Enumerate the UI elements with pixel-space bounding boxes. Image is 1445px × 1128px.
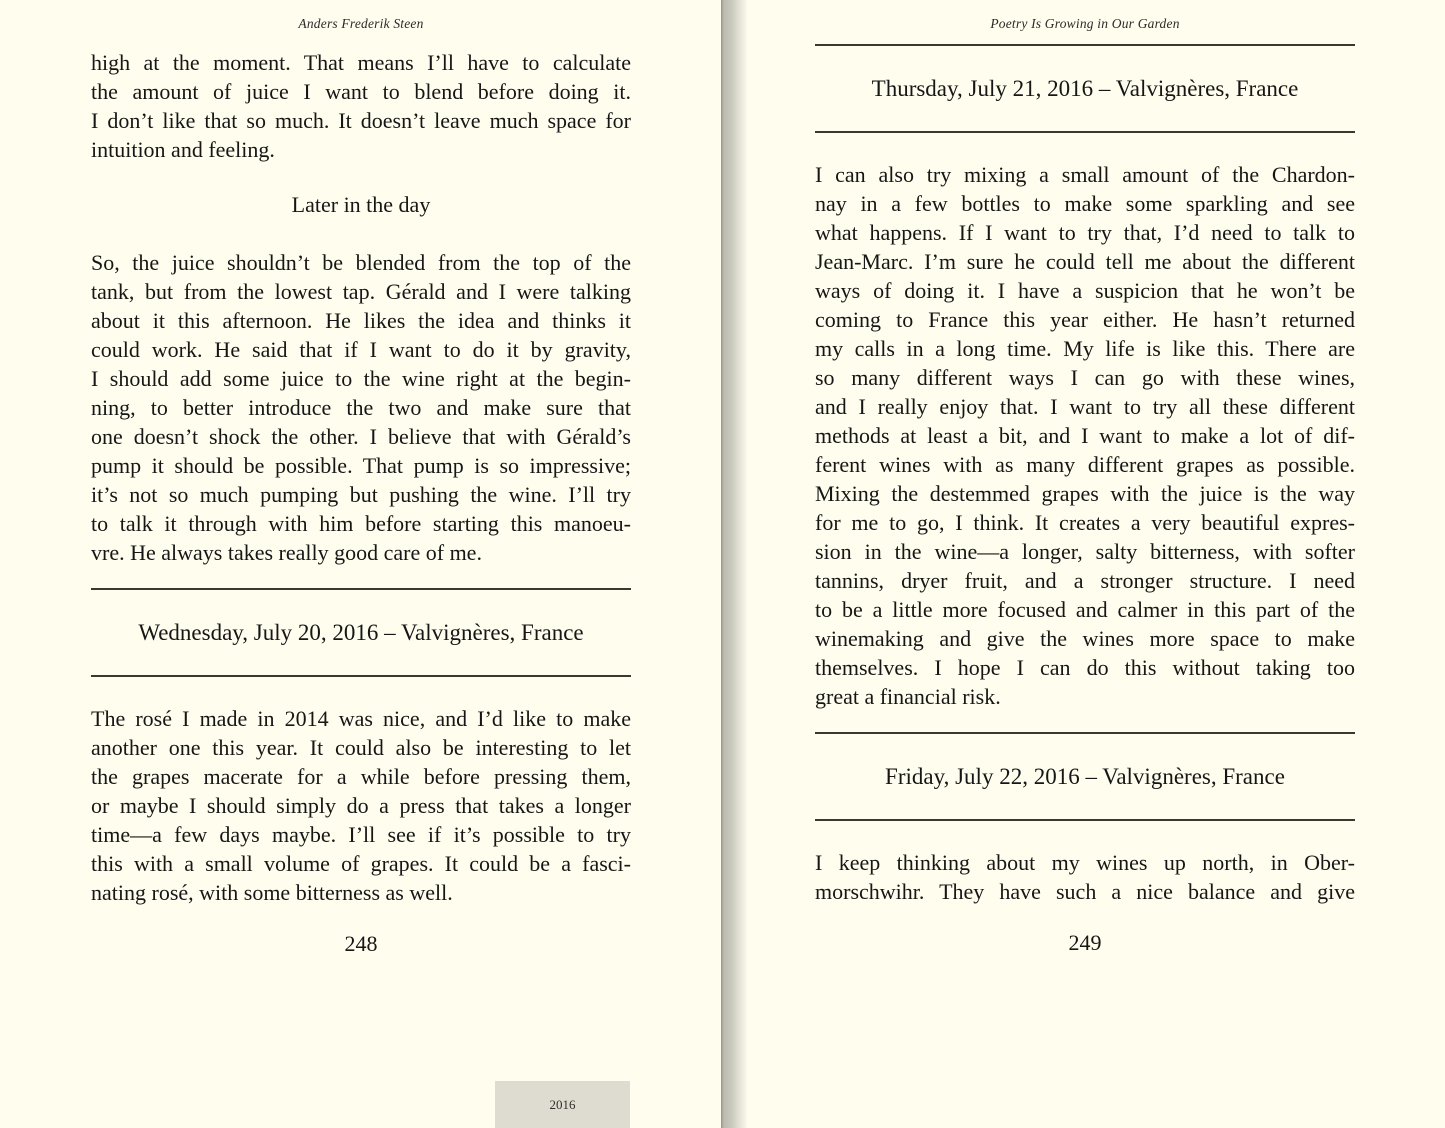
- paragraph-line: themselves. I hope I can do this without taking too: [815, 655, 1355, 680]
- date-heading-block: [815, 44, 1355, 133]
- body-paragraph: [91, 248, 631, 567]
- horizontal-rule: [815, 732, 1355, 734]
- paragraph-line: I don’t like that so much. It doesn’t leave much space for: [91, 108, 631, 133]
- paragraph-line: for me to go, I think. It creates a very beautiful expres-: [815, 510, 1355, 535]
- paragraph-line: what happens. If I want to try that, I’d need to talk to: [815, 220, 1355, 245]
- body-paragraph: [815, 160, 1355, 711]
- paragraph-line: time—a few days maybe. I’ll see if it’s possible to try: [91, 822, 631, 847]
- body-paragraph: [815, 848, 1355, 906]
- horizontal-rule: [815, 131, 1355, 133]
- paragraph-line: tannins, dryer fruit, and a stronger structure. I need: [815, 568, 1355, 593]
- body-paragraph: [91, 704, 631, 907]
- paragraph-line: my calls in a long time. My life is like this. There are: [815, 336, 1355, 361]
- paragraph-line: coming to France this year either. He hasn’t returned: [815, 307, 1355, 332]
- paragraph-line: the amount of juice I want to blend before doing it.: [91, 79, 631, 104]
- paragraph-line: one doesn’t shock the other. I believe that with Gérald’s: [91, 424, 631, 449]
- paragraph-line: sion in the wine—a longer, salty bitterness, with softer: [815, 539, 1355, 564]
- paragraph-line: could work. He said that if I want to do it by gravity,: [91, 337, 631, 362]
- date-heading-block: [91, 588, 631, 677]
- year-tab-label: 2016: [549, 1096, 576, 1112]
- paragraph-line: I can also try mixing a small amount of the Chardon-: [815, 162, 1355, 187]
- paragraph-line: ways of doing it. I have a suspicion that he won’t be: [815, 278, 1355, 303]
- horizontal-rule: [815, 44, 1355, 46]
- paragraph-line: this with a small volume of grapes. It could be a fasci-: [91, 851, 631, 876]
- horizontal-rule: [815, 819, 1355, 821]
- right-page-column: [815, 0, 1355, 957]
- year-tab: [495, 1081, 630, 1128]
- date-heading: Thursday, July 21, 2016 – Valvignères, France: [871, 76, 1299, 101]
- paragraph-line: nating rosé, with some bitterness as well.: [91, 880, 453, 905]
- paragraph-line: ferent wines with as many different grapes as possible.: [815, 452, 1355, 477]
- paragraph-line: and I really enjoy that. I want to try all these different: [815, 394, 1355, 419]
- date-heading: Wednesday, July 20, 2016 – Valvignères, France: [138, 620, 584, 645]
- section-subheading: Later in the day: [291, 192, 431, 217]
- paragraph-line: to talk it through with him before starting this manoeu-: [91, 511, 631, 536]
- paragraph-line: or maybe I should simply do a press that takes a longer: [91, 793, 631, 818]
- paragraph-line: about it this afternoon. He likes the idea and thinks it: [91, 308, 631, 333]
- left-page-column: [91, 0, 631, 958]
- paragraph-line: I keep thinking about my wines up north, in Ober-: [815, 850, 1355, 875]
- horizontal-rule: [91, 588, 631, 590]
- body-paragraph: [91, 48, 631, 164]
- left-page-content: [91, 32, 631, 907]
- paragraph-line: morschwihr. They have such a nice balance and give: [815, 879, 1355, 904]
- right-page: [723, 0, 1445, 1128]
- paragraph-line: another one this year. It could also be interesting to let: [91, 735, 631, 760]
- paragraph-line: tank, but from the lowest tap. Gérald and I were talking: [91, 279, 631, 304]
- paragraph-line: nay in a few bottles to make some sparkling and see: [815, 191, 1355, 216]
- running-head-author: Anders Frederik Steen: [298, 16, 424, 31]
- paragraph-line: methods at least a bit, and I want to make a lot of dif-: [815, 423, 1355, 448]
- page-number-left: 248: [344, 931, 378, 956]
- paragraph-line: ning, to better introduce the two and make sure that: [91, 395, 631, 420]
- paragraph-line: So, the juice shouldn’t be blended from the top of the: [91, 250, 631, 275]
- paragraph-line: to be a little more focused and calmer in this part of the: [815, 597, 1355, 622]
- paragraph-line: pump it should be possible. That pump is so impressive;: [91, 453, 631, 478]
- running-head-title: Poetry Is Growing in Our Garden: [990, 16, 1180, 31]
- paragraph-line: I should add some juice to the wine right at the begin-: [91, 366, 631, 391]
- paragraph-line: so many different ways I can go with these wines,: [815, 365, 1355, 390]
- paragraph-line: vre. He always takes really good care of me.: [91, 540, 482, 565]
- right-page-content: [815, 32, 1355, 906]
- paragraph-line: winemaking and give the wines more space to make: [815, 626, 1355, 651]
- paragraph-line: it’s not so much pumping but pushing the wine. I’ll try: [91, 482, 631, 507]
- horizontal-rule: [91, 675, 631, 677]
- paragraph-line: intuition and feeling.: [91, 137, 275, 162]
- date-heading-block: [815, 732, 1355, 821]
- date-heading: Friday, July 22, 2016 – Valvignères, France: [885, 764, 1285, 789]
- paragraph-line: Jean-Marc. I’m sure he could tell me about the different: [815, 249, 1355, 274]
- paragraph-line: Mixing the destemmed grapes with the juice is the way: [815, 481, 1355, 506]
- paragraph-line: The rosé I made in 2014 was nice, and I’d like to make: [91, 706, 631, 731]
- book-gutter-shadow: [721, 0, 748, 1128]
- page-number-right: 249: [1068, 930, 1102, 955]
- paragraph-line: great a financial risk.: [815, 684, 1001, 709]
- paragraph-line: high at the moment. That means I’ll have to calculate: [91, 50, 631, 75]
- paragraph-line: the grapes macerate for a while before pressing them,: [91, 764, 631, 789]
